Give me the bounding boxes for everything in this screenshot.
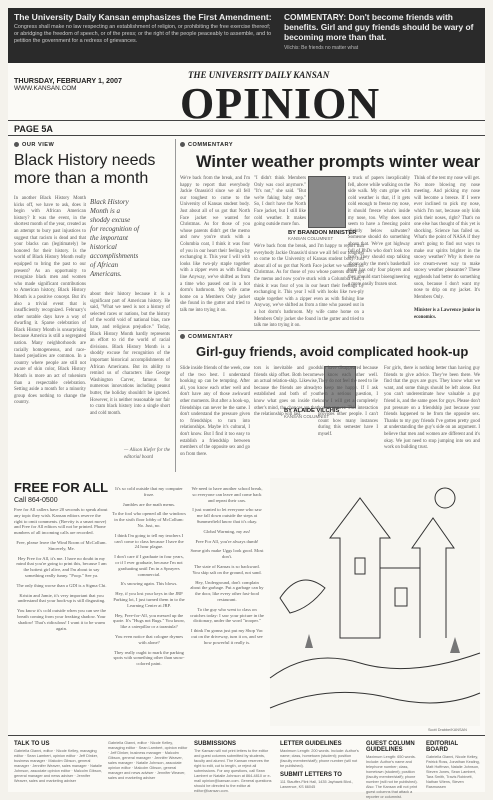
ffa-item: Hey Free for All, it's me. I have no doubt in my mind that you're going to print this, because I am the hottest girl alive, and I'm about to say something really funny. "Poop." See ya. [16, 555, 107, 578]
tree-shape [305, 634, 313, 648]
tree-shape [450, 637, 460, 653]
ffa-item: You even notice that cologne rhymes with alone? [114, 633, 184, 645]
editorial-board-title: EDITORIAL BOARD [426, 741, 459, 753]
free-for-all-col2 [112, 486, 186, 726]
editorial-board [426, 741, 481, 790]
newspaper-page [8, 8, 485, 799]
letter-guidelines-title: LETTER GUIDELINES [280, 741, 342, 747]
winter-headline: Winter weather prompts winter wear [196, 153, 481, 171]
banner-right-sub: Vilchis: Be friends no matter what [284, 45, 359, 51]
our-view-headline: Black History needs more than a month [14, 152, 156, 187]
our-view-body: In another Black History Month kicks off, we have to ask, does it begin with African American history? It was the event, in the shortest month of the year, created as an attempt to bury past injustices to suggest that racism is dead and that your blacks can (legitimately) be honored for their history. Is the world of Black History Month really equipped to bring the past to our present? As an opportunity to recognize black men and women who made significant contributions to American history, Black History Month is a positive concept. But it's also a trivial event that is insufficiently recognized. February's other notable days have a way of dwarfing it. Sparse celebration of Black History Month is unsurprising because America is still a segregated nation. Many neighborhoods are racially homogeneous, and race-based prejudices are common. In a country where people are still not aware of skin color, Black History Month is more an act of tokenism than a respectable celebration. Setting aside a month for a minority group does nothing to change the country. [14, 196, 86, 406]
hill-shape [270, 653, 480, 678]
ffa-item: Global Warming, my ass! [203, 528, 251, 534]
paper-name: THE UNIVERSITY DAILY KANSAN [188, 70, 330, 80]
ffa-item: I think I'm going to tell my teachers I can't come to class because I have the 24 hour plague. [114, 532, 184, 550]
girl-guy-sidebar: For girls, there is nothing better than having guy friends to give advice. They've been there. We find that the guys are guys. They know what we want, and some things should be left alone. But you can't underestimate how valuable a guy friend is, and the same goes for guys. Please don't put pressure on a friendship just because your friends happened to be from the opposite sex. Thanks to my guy friends I've gotten pretty good at understanding the guy's side on an argument. I believe that men and women are different and it's okay. We just need to stop jumping into sex and work on building trust. [384, 366, 480, 451]
ffa-item: Free, please leave the Wind Room of McCollum. Sincerely, Me. [16, 539, 107, 551]
submissions [194, 741, 274, 794]
letter-guidelines [280, 741, 360, 790]
ffa-item: Some girls make Uggs look good. Most don't. [190, 548, 264, 560]
guest-guidelines-title: GUEST COLUMN GUIDELINES [366, 741, 415, 753]
talk-to-us [14, 741, 104, 784]
winter-byline-role: KANSAN COLUMNIST [288, 236, 334, 241]
submissions-body: The Kansan will not print letters to the editor and guest columns submitted by students, faculty and alumni. The Kansan reserves the right to edit, cut to length, or reject all submissions. For any questions, call Sean Lambert or Natalie Johnson at 864-4810 or e-mail opinion@kansan.com. General questions should be directed to the editor at editor@kansan.com. [194, 749, 272, 793]
ffa-item: I don't care if I graduate in four years, or if I ever graduate, because I'm not graduating until I'm in a Sprayers commercial. [114, 554, 184, 577]
girl-guy-tag [180, 334, 233, 340]
our-view-body-2: about their history because it is a significant part of American history. He said, "What we need is not a history of selected races or nations, but the history of the world void of national bias, race hate, and religious prejudice." Today, Black History Month hardly represents an effort to rid the world of racial divisions. Black History Month is a shoddy excuse for recognition of the important historical accomplishments of African Americans. But its ability to remind us of characters like George Washington Carver, famous for numerous innovations including peanut butter, the holiday shouldn't be ignored. However, it is neither reasonable nor fair to cram black history into a single short and cold month. [90, 292, 170, 416]
ffa-item: Jumbles are the math mems. [122, 501, 176, 507]
winter-right: a truck of papers inexplicably fell, above while walking on the side walk. My cuts gripe with cold weather is that, if it gets cold enough to freeze my nose, it should freeze what's inside my nose, too. Why does snot seem to have a freezing point slightly below saltwater? Someone should do something about that. We've got highway full of PhDs who don't look too busy. They should stop talking about why the men's basketball team has only four players and they should start bioengineering a more easily frozen snot. [348, 176, 410, 287]
guest-guidelines-body: Maximum Length: 650 words. Include: Author's name and telephone number; class, hometown (student); position (faculty member/staff); phone number (will not be published). Also: The Kansan will not print guest columns that attack a reporter or columnist. [366, 755, 418, 799]
ffa-item: The state of Kansas is so backward. You skip salt on the ground, not sand. [192, 563, 262, 575]
ffa-item: We need to have another school break, so everyone can leave and come back and repeat their cars. [191, 486, 263, 503]
girl-guy-tag-label: COMMENTARY [188, 334, 234, 340]
winter-tag-label: COMMENTARY [188, 142, 234, 148]
bullet-icon [180, 334, 185, 339]
letter-guidelines-body: Maximum Length: 200 words. Include: Author's name; class, hometown (student); position (faculty member/staff); phone number (will not be published). [280, 749, 359, 768]
submit-letters-body: 111 Stauffer-Flint Hall, 1435 Jayhawk Blvd., Lawrence, KS 66045 [280, 780, 354, 789]
submissions-title: SUBMISSIONS [194, 741, 237, 747]
ffa-item: The only thing worse than a GDI is a Sigma Chi. [16, 582, 107, 588]
ffa-item: Kristin and Jamie, it's very important that you understand that your hook-up is still disgusting. [17, 592, 106, 604]
ffa-item: Hey, Underground, don't complain about the garbage. Put a garbage can by the door, like every other fast-food restaurant. [190, 579, 264, 602]
bullet-icon [14, 142, 19, 147]
ffa-item: Free For All, you're always dumb! [195, 538, 259, 544]
girl-guy-mid: tors is inevitable and good friends skip offset. Both become an actual relation-ship. Likewise, because the friends are already established and both of you know what goes on inside the other's mind, the chances are that the relationship will last. [254, 366, 318, 418]
castle-illustration [270, 478, 480, 726]
winter-footnote: Minister is a Lawrence junior in economics. [414, 308, 480, 320]
ffa-item: To the guy who went to class on crutches today: I saw your picture in the dictionary, under the word "trooper." [190, 606, 264, 624]
window-shape [395, 588, 407, 606]
free-for-all-col3 [190, 486, 264, 726]
website-link[interactable]: WWW.KANSAN.COM [14, 85, 77, 92]
tower-shape [412, 518, 454, 638]
ffa-item: Hey, Free-for-All, you messed up the quote. It's "Hugs not Bugs." You know, like a caterpillar or a tarantula? [113, 612, 185, 630]
castle-drawing [270, 478, 480, 726]
page-number: PAGE 5A [14, 124, 53, 134]
ffa-item: I just wanted to let everyone who saw me fall down outside the steps at Summerfield know that it's okay. [192, 507, 262, 524]
banner-right-heading: COMMENTARY: Don't become friends with benefits. Girl and guy friends should be wary of becoming more than that. [284, 12, 474, 42]
winter-col4: Think of the test my nose will get. No more blowing my nose meeting. And picking my nose will become a breeze. If I were ever inclined to pick my nose, which I'm not, because only kids pick their noses, right? That's no one else has thought of this yet is shocking. Science has failed us. What's the point of NASA if they aren't going to find out ways to make our spirits brighter in the snowy weather? Why is there no ice cream-sweet way to make snowy weather pleasanter? These eggheads had better do something soon, because I don't want my nose to drip on my jacket. It's Members Only. [414, 176, 480, 300]
column-divider [175, 139, 176, 472]
winter-mid: We're back from the break, and I'm happy to report that everybody Jackie Onassis'd since we all fell our toughest to come to the University of Kansas student body. Just about all of us got that North Face jacket we wanted for Christmas. As for those of you whose parents didn't get the memo and now you're stuck with a Columbia coat, I think it was four of you in our heart their feelings by exchanging it. This year I will with looks like two-ply staple together with a zipper even as with fishing line Anyway, we've shifted as from a time who passed out in a hot dorm's bathroom. My wife came home on a Members Only jacket she found in the gutter and tried to talk me into trying it on. [254, 244, 364, 329]
submit-letters-title: SUBMIT LETTERS TO [280, 772, 342, 778]
talk-to-us-title: TALK TO US [14, 741, 50, 747]
girl-guy-byline-role: KANSAN COLUMNIST [284, 414, 330, 419]
banner-left-body: Congress shall make no law respecting an establishment of religion, or prohibiting the free exercise thereof; or abridging the freedom of speech, or of the press; or the right of the people peaceably to assemble, and to petition the government for a redress of grievances. [14, 24, 272, 44]
our-view-signature: — Alison Kiefer for the editorial board [124, 448, 170, 460]
masthead-rule [8, 120, 485, 121]
banner-left [14, 12, 276, 45]
talk-contacts [108, 741, 188, 781]
free-for-all-phone: Call 864-0500 [14, 497, 58, 504]
ffa-item: Hey, if you lost your keys in the JRP Parking lot, I just turned them in to the Learning Center at JRP. [113, 591, 185, 608]
our-view-pullquote: Black History Month is a shoddy excuse for recognition of the important historical accomplishments of African Americans. [90, 198, 140, 278]
winter-body: We're back from the break, and I'm happy to report that everybody Jackie Onassis'd since we all fell our toughest to come to the University of Kansas student body. Just about all of us got that North Face jacket we wanted for Christmas. As for those of you whose parents didn't get the memo and now you're stuck with a Columbia coat, I think it was four of you in our heart their feelings by exchanging it. This year I will with looks like two-ply staple together with a zipper even as with fishing line Anyway, we've shifted as from a time who passed out in a hot dorm's bathroom. My wife came home on a Members Only jacket she found in the gutter and tried to talk me into trying it on. [180, 176, 250, 313]
ffa-item: I think I'm gonna just put my Shop Vac out on the driveway, turn it on, and see how powerful it really is. [191, 628, 263, 645]
winter-tag [180, 142, 233, 148]
ffa-item: You know it's cold outside when you can see the breath coming from your freaking shadow. Your shadow! That's ridiculous! I want it to be warm again. [16, 608, 107, 631]
cloud-shape [280, 580, 325, 613]
window-shape [355, 558, 365, 574]
hill-shape [270, 692, 480, 708]
winter-quote: "I didn't think Members Only was cool anymore." "It's not," she said. "But we're faking baby step." So, I don't have the North Face jacket, but I still like cold weather. It makes going outside more fun. [254, 176, 306, 228]
banner-right [284, 12, 480, 51]
illustration-credit: Scott Drabbe/KANSAN [428, 728, 467, 732]
bullet-icon [180, 142, 185, 147]
girl-guy-right: ship have disappeared because we know each other well. They do not feel the need to lie to keep me happy. If I ask them a serious question, I know I will get a completely honest answer. This interaction provides other people. I can't count how many instances during this semester have I myself. [318, 366, 378, 437]
banner-left-heading: The University Daily Kansan emphasizes the First Amendment: [14, 12, 272, 22]
winter-byline-name: BY BRANDON MINISTER [288, 230, 357, 236]
our-view-tag-label: OUR VIEW [22, 142, 55, 148]
ffa-item: To the fool who opened all the windows in the sixth floor lobby of McCollum: No. Just, no. [112, 511, 186, 528]
ffa-item: It's so cold outside that my computer froze. [115, 486, 183, 497]
first-amendment-banner [8, 8, 485, 63]
ffa-item: It's snowing again. This blows. [120, 581, 178, 587]
talk-contacts-body: Gabriella Gianni, editor · Nicole Kelley, managing editor · Sean Lambert, opinion editor · Jeff Dinker, business manager · Malcolm Gibson, general manager · Jennifer Weaver, sales manager · Natalie Johnson, associate opinion editor · Malcolm Gibson, general manager and news adviser · Jennifer Weaver, sales and marketing adviser [108, 741, 188, 780]
ffa-item: They really ought to mark the parking spots with something other than snow-colored paint. [113, 649, 185, 667]
free-for-all-title: FREE FOR ALL [14, 480, 109, 495]
sun-shape [435, 488, 455, 508]
columnist-photo [308, 176, 346, 228]
section-title: OPINION [180, 79, 381, 128]
section-rule [8, 135, 485, 136]
editorial-board-body: Gabriella Gianni, Nicole Kelley, Patrick Ross, Jonathan Kealing, Matt Hoffman, Natalie Johnson, Steven Jones, Sean Lambert, Tara Smith, Travis Robinett, Nathan Wiens, Steven Rasmussen [426, 755, 480, 789]
girl-guy-body: Slide inside friends of the week, one of the two best. I understand hooking up can be tempting. After all, you know each other well and don't have any of those awkward other moments. But after a hook-up, friendships can never be the same. I don't understand the pressure given to friendships to turn into relationships. Maybe it's cultural, I don't know. But I find it too easy to establish a friendship between members of the opposite sex and go on from there. [180, 366, 250, 457]
dateline: THURSDAY, FEBRUARY 1, 2007 [14, 76, 122, 85]
talk-to-us-body: Gabriella Gianni, editor · Nicole Kelley, managing editor · Sean Lambert, opinion editor · Jeff Dinker, business manager · Malcolm Gibson, general manager · Jennifer Weaver, sales manager · Natalie Johnson, associate opinion editor · Malcolm Gibson, general manager and news adviser · Jennifer Weaver, sales and marketing adviser [14, 749, 103, 783]
guest-column-guidelines [366, 741, 422, 800]
article-divider [178, 330, 480, 331]
girl-guy-headline: Girl-guy friends, avoid complicated hook-up [196, 344, 469, 359]
wall-shape [380, 568, 420, 638]
free-for-all-box [14, 480, 109, 730]
our-view-tag [14, 142, 54, 148]
free-for-all-intro: Free for All callers have 20 seconds to speak about any topic they wish. Kansan editors reserve the right to omit comments. (Brevity is a smart move) and Free for All editors will not be printed. Phone numbers of all incoming calls are recorded. [14, 507, 108, 536]
footer-rule [8, 735, 485, 736]
girl-guy-byline-name: BY ALAIDE VILCHIS [284, 408, 340, 414]
